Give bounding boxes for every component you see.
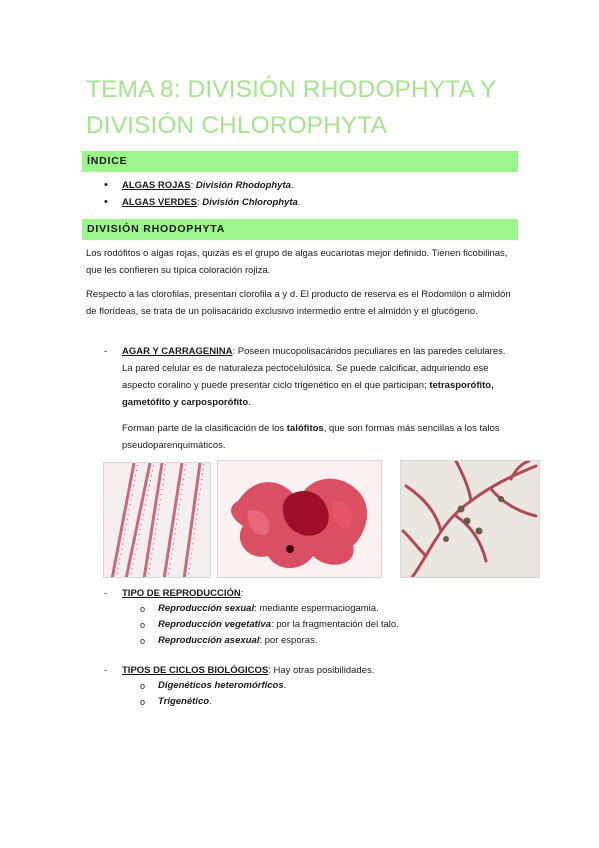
- index-item-algas-rojas[interactable]: • ALGAS ROJAS: División Rhodophyta.: [104, 177, 300, 194]
- reproduction-asexual: o Reproducción asexual: por esporas.: [140, 633, 399, 649]
- page-title: TEMA 8: DIVISIÓN RHODOPHYTA Y DIVISIÓN CHLOROPHYTA: [86, 76, 496, 139]
- branched-red-algae-photo: [400, 460, 540, 578]
- agar-carragenina-item: - AGAR Y CARRAGENINA: Poseen mucopolisacáridos peculiares en las paredes celulares. La pared celular es de naturaleza pectocelulósica. Se puede calcificar, adquiriendo ese aspecto coralino y puede presentar ciclo trigenético en el que participan; tetrasporófito, gametófito y carposporófito. Forman parte de la clasificación de los talófitos, que son formas más sencillas a los talos pseudoparenquimáticos.: [104, 343, 518, 454]
- biological-cycles-list: [140, 678, 286, 710]
- reproduction-item: - TIPO DE REPRODUCCIÓN:: [104, 588, 244, 599]
- index-heading: ÍNDICE: [82, 151, 518, 172]
- index-list: [104, 177, 300, 211]
- reproduction-vegetative: o Reproducción vegetativa: por la fragmentación del talo.: [140, 617, 399, 633]
- rhodophyta-heading: DIVISIÓN RHODOPHYTA: [82, 219, 518, 240]
- agar-carragenina-text: AGAR Y CARRAGENINA: Poseen mucopolisacáridos peculiares en las paredes celulares. La pared celular es de naturaleza pectocelulósica. Se puede calcificar, adquiriendo ese aspecto coralino y puede presentar ciclo trigenético en el que participan; tetrasporófito, gametófito y carposporófito.: [122, 346, 506, 408]
- reproduction-sexual: o Reproducción sexual: mediante espermaciogamia.: [140, 601, 399, 617]
- index-item-algas-verdes[interactable]: • ALGAS VERDES: División Chlorophyta.: [104, 194, 300, 211]
- biological-cycles-item: - TIPOS DE CICLOS BIOLÓGICOS: Hay otras posibilidades.: [104, 665, 375, 676]
- foliose-red-algae-photo: [217, 460, 382, 578]
- rhodophyta-chlorophyll-paragraph: Respecto a las clorofilas, presentan clorofila a y d. El producto de reserva es el Rodomilón o almidón de florídeas, se trata de un polisacárido exclusivo intermedio entre el almidón y el glucógeno.: [86, 289, 511, 317]
- filamentous-red-algae-photo: [103, 462, 211, 578]
- cycle-trigenetic: o Trigenético.: [140, 694, 286, 710]
- cycle-digenetic: o Digenéticos heteromórficos.: [140, 678, 286, 694]
- rhodophyta-intro-paragraph: Los rodófitos o algas rojas, quizás es el grupo de algas eucariotas mejor definido. Tienen ficobilinas, que les confieren su típica coloración rojiza.: [86, 248, 508, 276]
- reproduction-list: [140, 601, 399, 649]
- talofitos-text: Forman parte de la clasificación de los talófitos, que son formas más sencillas a los talos pseudoparenquimáticos.: [122, 423, 500, 451]
